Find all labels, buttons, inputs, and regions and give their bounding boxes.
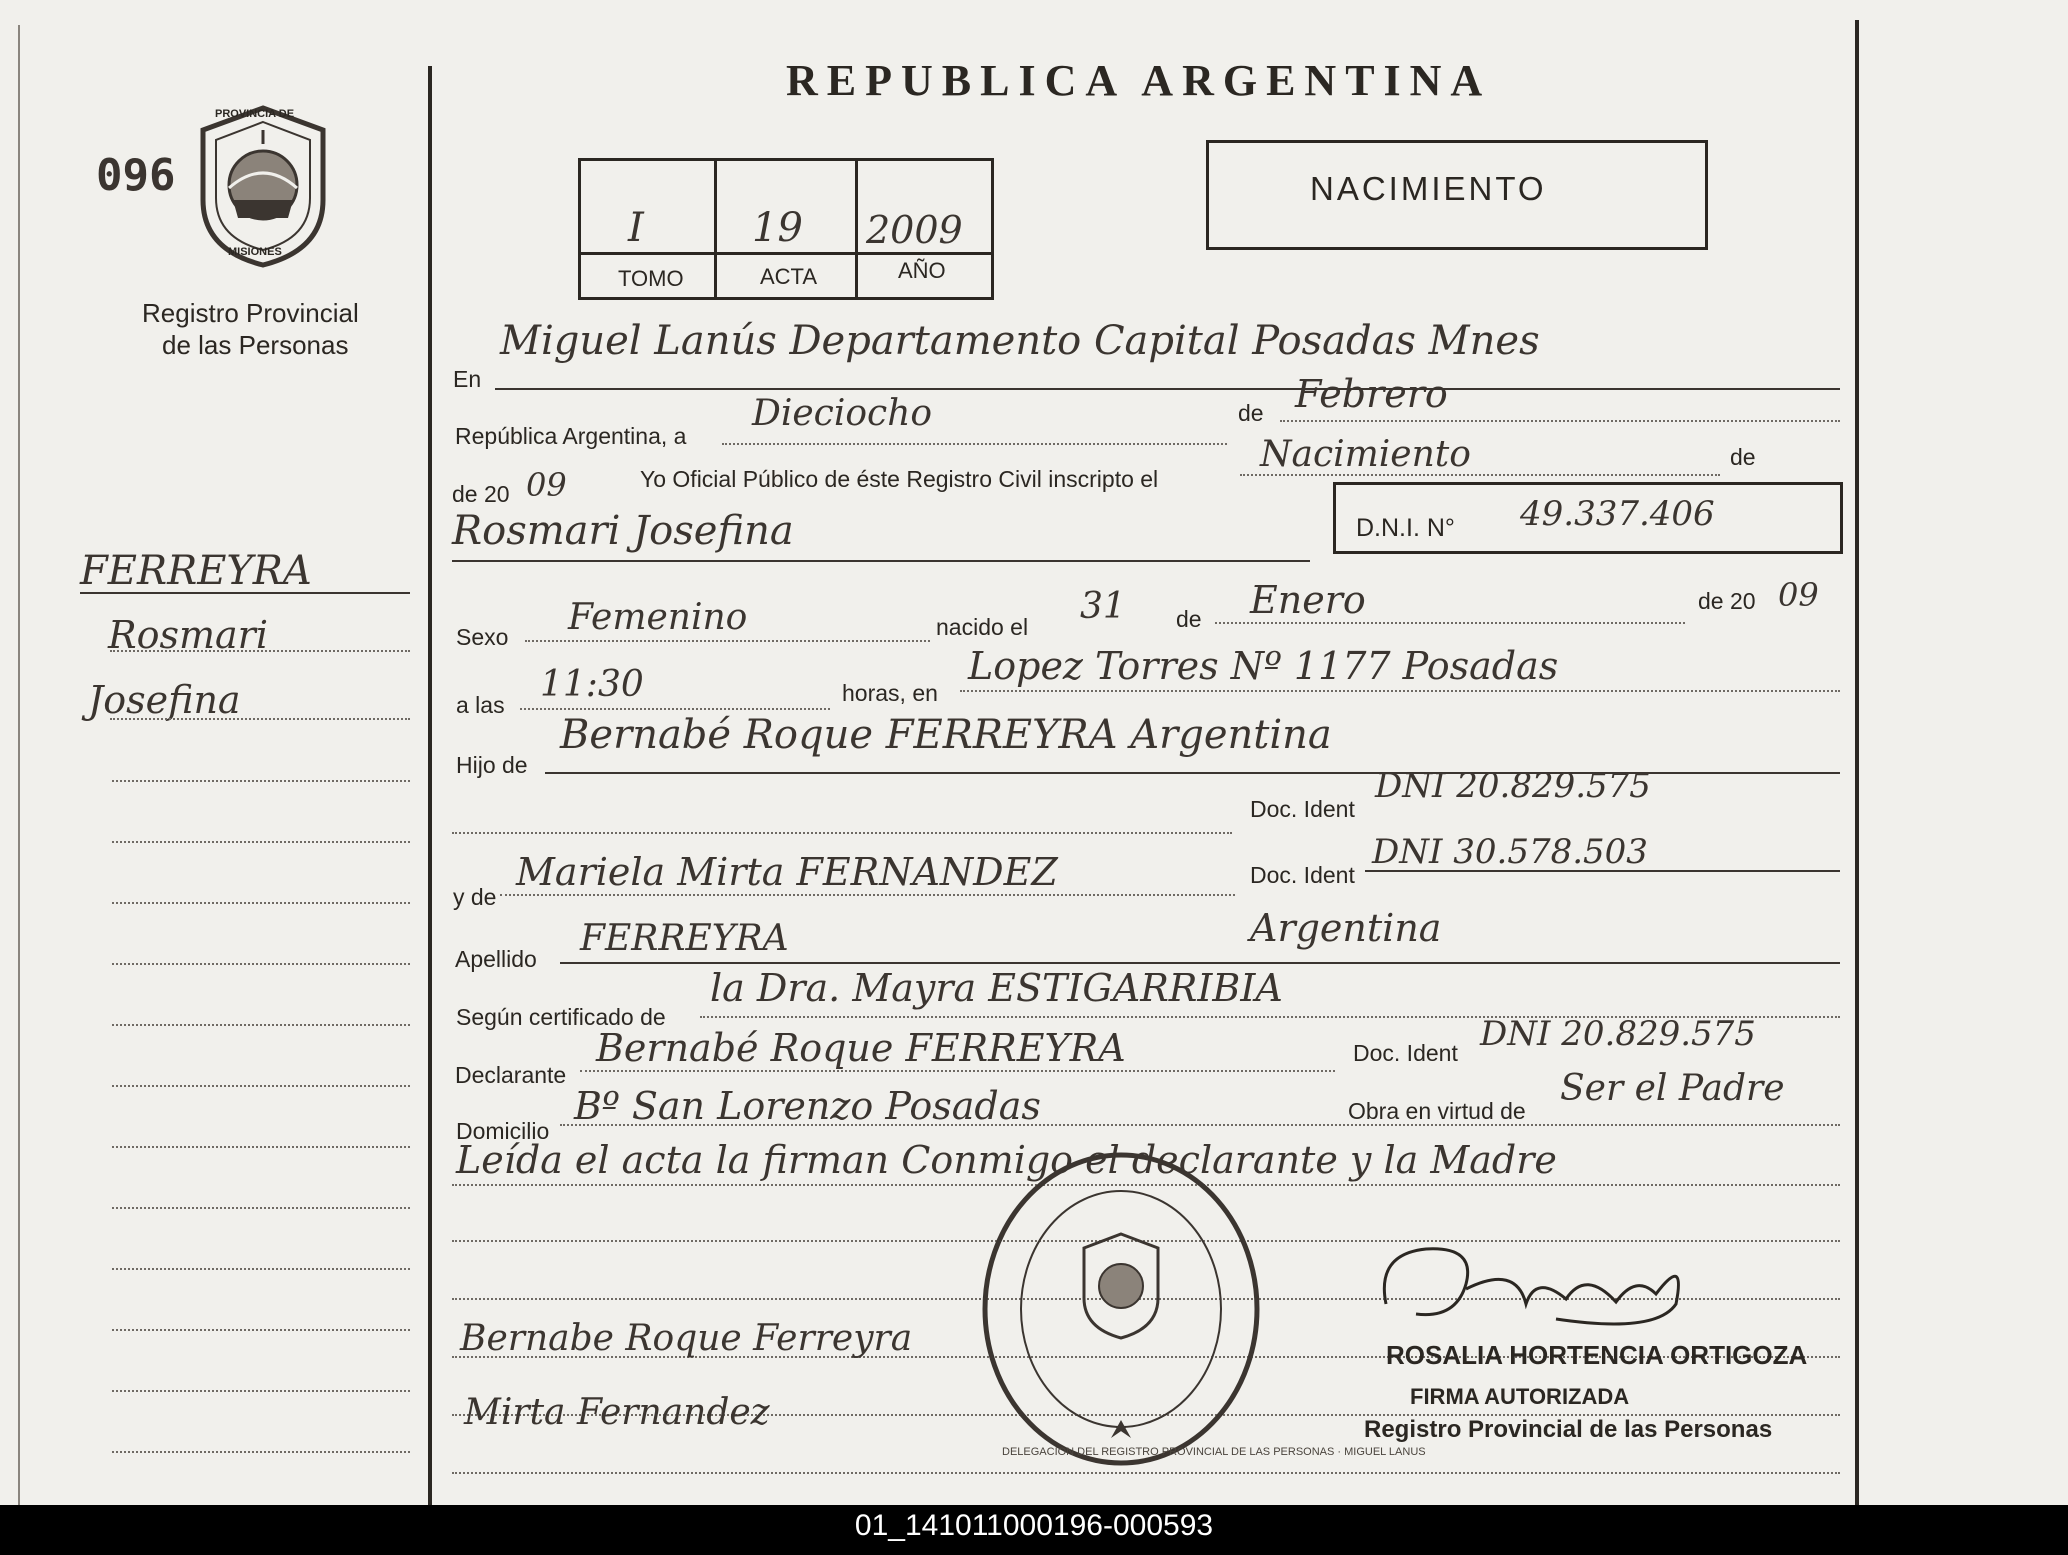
underline-month <box>1280 420 1840 422</box>
registry-name-line1: Registro Provincial <box>142 298 359 328</box>
underline-time <box>520 708 830 710</box>
label-y-de: y de <box>453 884 497 910</box>
label-republica: República Argentina, a <box>455 423 687 449</box>
label-declarante: Declarante <box>455 1062 567 1088</box>
value-mother-nationality: Argentina <box>1250 906 1442 950</box>
sidebar-line-3 <box>110 718 410 720</box>
anio-label: AÑO <box>898 258 946 283</box>
value-month: Febrero <box>1295 372 1448 416</box>
value-declarant: Bernabé Roque FERREYRA <box>596 1026 1126 1070</box>
label-de-end: de <box>1730 444 1756 470</box>
file-id-caption: 01_141011000196-000593 <box>854 1509 1214 1542</box>
signature-mother: Mirta Fernandez <box>464 1392 770 1433</box>
underline-name <box>452 560 1310 562</box>
registry-name-line2: de las Personas <box>162 330 349 360</box>
sidebar-rule-line <box>112 963 410 965</box>
value-declarant-doc: DNI 20.829.575 <box>1480 1014 1756 1054</box>
signature-declarant: Bernabe Roque Ferreyra <box>460 1318 913 1359</box>
value-sex: Femenino <box>568 597 748 638</box>
tomo-label: TOMO <box>618 266 684 291</box>
label-hijo: Hijo de <box>456 752 528 778</box>
underline-birth-month <box>1215 622 1685 624</box>
sidebar-rule-line <box>112 780 410 782</box>
sidebar-rule-line <box>112 1268 410 1270</box>
label-dni: D.N.I. N° <box>1356 514 1455 542</box>
underline-mother <box>500 894 1235 896</box>
value-birth-place: Lopez Torres Nº 1177 Posadas <box>968 644 1559 688</box>
left-edge-rule <box>18 25 20 1505</box>
underline-mother-doc <box>1365 870 1840 872</box>
label-doc-ident-mother: Doc. Ident <box>1250 862 1355 888</box>
label-domicilio: Domicilio <box>456 1118 550 1144</box>
value-certificate: la Dra. Mayra ESTIGARRIBIA <box>710 966 1283 1010</box>
value-mother-doc: DNI 30.578.503 <box>1372 832 1648 872</box>
acta-value: 19 <box>752 205 803 251</box>
label-de-birth-month: de <box>1176 606 1202 632</box>
sidebar-given-name-1: Rosmari <box>108 613 268 657</box>
province-seal-icon <box>188 100 338 270</box>
label-segun: Según certificado de <box>456 1004 666 1030</box>
underline-place <box>495 388 1840 390</box>
label-apellido: Apellido <box>455 946 537 972</box>
sidebar-rule-line <box>112 1329 410 1331</box>
sidebar-rule-line <box>112 1085 410 1087</box>
value-father-doc: DNI 20.829.575 <box>1375 766 1651 806</box>
value-obra: Ser el Padre <box>1560 1068 1785 1109</box>
record-box-divider-h <box>578 252 991 255</box>
sidebar-rule-line <box>112 1207 410 1209</box>
official-name: ROSALIA HORTENCIA ORTIGOZA <box>1386 1340 1808 1370</box>
label-de-20-birth: de 20 <box>1698 588 1756 614</box>
sidebar-rule-line <box>112 1390 410 1392</box>
official-role: FIRMA AUTORIZADA <box>1410 1384 1630 1409</box>
official-registry: Registro Provincial de las Personas <box>1364 1416 1773 1443</box>
value-inscribed: Nacimiento <box>1260 434 1471 475</box>
underline-day <box>722 443 1227 445</box>
label-yo-oficial: Yo Oficial Público de éste Registro Civil inscripto el <box>640 466 1159 492</box>
anio-value: 2009 <box>866 208 963 252</box>
underline-domicile <box>560 1124 1840 1126</box>
value-birth-month: Enero <box>1250 578 1366 622</box>
sidebar-given-name-2: Josefina <box>88 678 241 722</box>
label-obra: Obra en virtud de <box>1348 1098 1526 1124</box>
value-father: Bernabé Roque FERREYRA Argentina <box>560 712 1332 758</box>
value-domicile: Bº San Lorenzo Posadas <box>574 1084 1041 1128</box>
label-horas: horas, en <box>842 680 938 706</box>
value-surname: FERREYRA <box>580 918 789 959</box>
underline-apellido <box>560 962 1840 964</box>
main-border-left <box>428 66 432 1505</box>
label-en: En <box>453 366 482 392</box>
seal-text-top: PROVINCIA DE <box>215 108 295 120</box>
record-box-divider-v1 <box>714 158 717 297</box>
serial-number: 096 <box>96 150 176 201</box>
value-dni: 49.337.406 <box>1520 494 1715 534</box>
seal-text-bottom: MISIONES <box>228 246 282 258</box>
sidebar-rule-line <box>112 1024 410 1026</box>
underline-birth-place <box>960 690 1840 692</box>
value-closing: Leída el acta la firman Conmigo el declarante y la Madre <box>456 1138 1557 1182</box>
sidebar-surname: FERREYRA <box>80 548 312 594</box>
value-birth-year-suffix: 09 <box>1778 576 1819 614</box>
value-year-suffix: 09 <box>526 466 567 504</box>
label-sexo: Sexo <box>456 624 509 650</box>
stamp-ring-text: DELEGACION DEL REGISTRO PROVINCIAL DE LAS PERSONAS · MIGUEL LANUS <box>1002 1446 1426 1458</box>
official-stamp-icon <box>978 1148 1264 1470</box>
label-nacido: nacido el <box>936 614 1029 640</box>
label-doc-ident-declarant: Doc. Ident <box>1353 1040 1458 1066</box>
value-birth-day: 31 <box>1080 586 1126 627</box>
underline-sex <box>525 640 930 642</box>
sidebar-rule-line <box>112 841 410 843</box>
sidebar-rule-line <box>112 1451 410 1453</box>
value-time: 11:30 <box>540 664 644 705</box>
value-mother: Mariela Mirta FERNANDEZ <box>516 850 1058 894</box>
record-box-divider-v2 <box>855 158 858 297</box>
official-signature-icon <box>1356 1234 1736 1344</box>
sidebar-line-2 <box>110 650 410 652</box>
underline-declarant <box>580 1070 1335 1072</box>
acta-label: ACTA <box>760 264 818 289</box>
underline-father-2 <box>452 832 1232 834</box>
value-day: Dieciocho <box>752 393 933 434</box>
value-name: Rosmari Josefina <box>452 508 794 554</box>
sidebar-rule-line <box>112 1146 410 1148</box>
sidebar-line-1 <box>80 592 410 594</box>
main-border-right <box>1855 20 1859 1505</box>
label-de-month: de <box>1238 400 1264 426</box>
value-place: Miguel Lanús Departamento Capital Posadas Mnes <box>500 318 1540 364</box>
tomo-value: I <box>628 205 644 251</box>
sidebar-rule-line <box>112 902 410 904</box>
label-doc-ident-father: Doc. Ident <box>1250 796 1355 822</box>
doc-type-title: NACIMIENTO <box>1310 170 1547 207</box>
label-de-20: de 20 <box>452 481 510 507</box>
country-title: REPUBLICA ARGENTINA <box>786 56 1492 105</box>
main-rule-line <box>452 1472 1840 1474</box>
label-a-las: a las <box>456 692 505 718</box>
underline-inscribed <box>1240 474 1720 476</box>
